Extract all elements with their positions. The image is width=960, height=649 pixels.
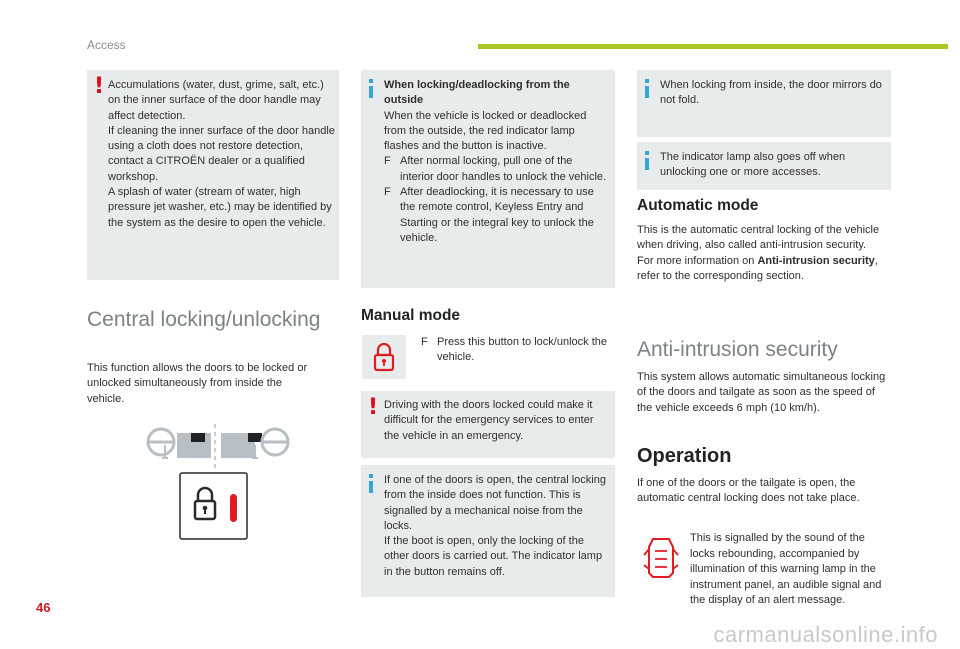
info-icon	[645, 86, 649, 98]
info-text	[384, 78, 609, 246]
warning-text: Driving with the doors locked could make it difficult for the emergency services to enter the vehicle in an emergency.	[384, 399, 594, 442]
info-text: The indicator lamp also goes off when unlocking one or more accesses.	[660, 151, 846, 179]
bullet-icon: F	[421, 336, 428, 348]
info-paragraph: If the boot is open, only the locking of the other doors is carried out. The indicator lamp in the button remains off.	[384, 535, 603, 578]
watermark: carmanualsonline.info	[713, 622, 938, 647]
bullet-icon: F	[384, 186, 391, 199]
warning-paragraph: If cleaning the inner surface of the door handle using a cloth does not restore detection, contact a CITROËN dealer or a qualified workshop.	[108, 124, 335, 183]
info-icon	[369, 86, 373, 98]
info-icon	[645, 151, 649, 155]
steering-wheel-icon	[148, 429, 174, 455]
warning-paragraph: Accumulations (water, dust, grime, salt, etc.) on the inner surface of the door handle may affect detection.	[108, 79, 324, 122]
info-heading: When locking/deadlocking from the outside	[384, 79, 570, 107]
automatic-mode-paragraph: This is the automatic central locking of the vehicle when driving, also called anti-intrusion security.	[637, 224, 880, 252]
operation-signal-text: This is signalled by the sound of the locks rebounding, accompanied by illumination of this warning lamp in the instrument panel, an audible signal and the display of an alert message.	[690, 532, 882, 606]
operation-heading: Operation	[637, 445, 732, 467]
section-title: Anti-intrusion security	[637, 338, 838, 361]
anti-intrusion-text: This system allows automatic simultaneous locking of the doors and tailgate as soon as the speed of the vehicle exceeds 6 mph (10 km/h).	[637, 371, 886, 414]
steering-wheel-icon	[262, 429, 288, 455]
info-icon	[645, 79, 649, 83]
page-number: 46	[36, 600, 51, 615]
reference-link-text: Anti-intrusion security	[757, 254, 875, 267]
warning-icon: !	[94, 74, 105, 99]
padlock-icon	[362, 335, 406, 379]
info-icon	[645, 158, 649, 170]
section-header: Access	[87, 38, 126, 52]
automatic-mode-text	[637, 223, 889, 284]
info-paragraph: When the vehicle is locked or deadlocked from the outside, the red indicator lamp flashes and the button is inactive.	[384, 109, 587, 153]
info-text	[384, 473, 609, 580]
warning-icon: !	[368, 395, 379, 420]
indicator-lamp-icon	[230, 494, 237, 522]
automatic-mode-reference	[637, 254, 889, 285]
info-paragraph: If one of the doors is open, the central locking from the inside does not function. This is signalled by a mechanical noise from the locks.	[384, 474, 606, 532]
door-open-warning-lamp-icon	[643, 535, 679, 581]
warning-paragraph: A splash of water (stream of water, high pressure jet washer, etc.) may be identified by the system as the desire to open the vehicle.	[108, 186, 332, 229]
list-item	[384, 154, 609, 185]
central-locking-illustration	[135, 420, 295, 545]
central-locking-intro: This function allows the doors to be locked or unlocked simultaneously from inside the vehicle.	[87, 362, 308, 405]
section-title: Central locking/unlocking	[87, 308, 321, 331]
bullet-text: After deadlocking, it is necessary to use the remote control, Keyless Entry and Starting or the integral key to unlock the vehicle.	[400, 186, 594, 244]
door-switch-icon	[191, 433, 205, 442]
manual-mode-heading: Manual mode	[361, 307, 461, 324]
lock-button-image	[362, 335, 406, 379]
info-text: When locking from inside, the door mirrors do not fold.	[660, 79, 882, 107]
warning-text	[108, 78, 336, 231]
door-switch-icon	[248, 433, 262, 442]
reference-prefix: For more information on	[637, 254, 758, 267]
operation-text: If one of the doors or the tailgate is open, the automatic central locking does not take place.	[637, 477, 860, 505]
list-item	[384, 185, 609, 246]
reference-suffix: , refer to the corresponding section.	[637, 254, 878, 282]
automatic-mode-heading: Automatic mode	[637, 197, 759, 214]
info-icon	[369, 474, 373, 478]
info-icon	[369, 481, 373, 493]
section-accent-bar	[478, 44, 948, 49]
info-icon	[369, 79, 373, 83]
bullet-text: Press this button to lock/unlock the vehicle.	[437, 336, 607, 364]
bullet-text: After normal locking, pull one of the interior door handles to unlock the vehicle.	[400, 155, 607, 183]
bullet-icon: F	[384, 155, 391, 168]
list-item	[421, 335, 623, 366]
